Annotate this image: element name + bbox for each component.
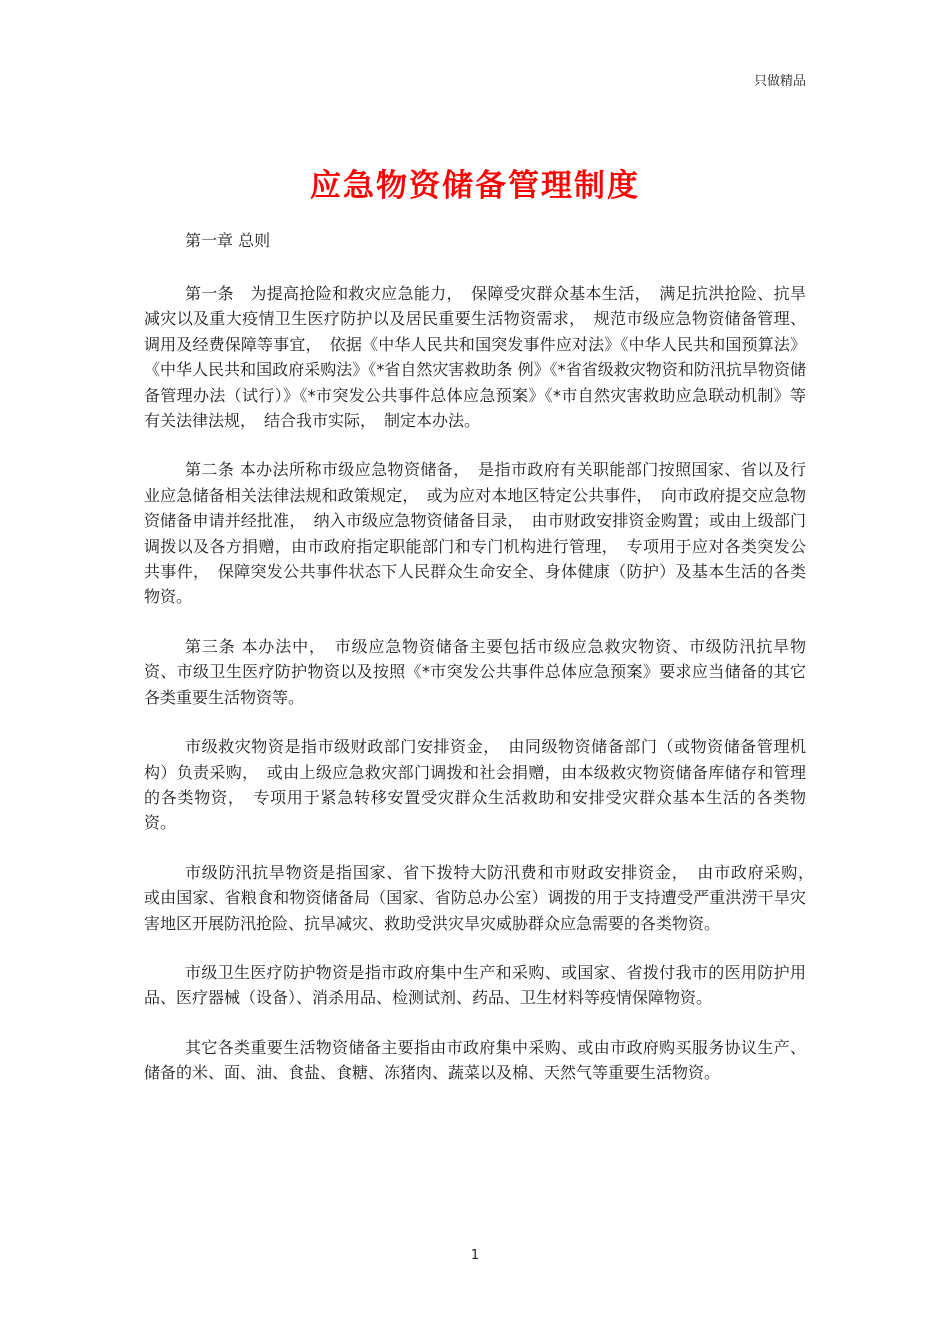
header-note: 只做精品 (753, 74, 806, 89)
paragraph-relief-supplies: 市级救灾物资是指市级财政部门安排资金， 由同级物资储备部门（或物资储备管理机构）负责采购， 或由上级应急救灾部门调拨和社会捐赠，由本级救灾物资储备库储存和管理的各类物资， 专项用于紧急转移安置受灾群众生活救助和安排受灾群众基本生活的各类物资。 (144, 737, 806, 833)
paragraph-article-1: 第一条 为提高抢险和救灾应急能力， 保障受灾群众基本生活， 满足抗洪抢险、抗旱减灾以及重大疫情卫生医疗防护以及居民重要生活物资需求， 规范市级应急物资储备管理、调用及经费保障等事宜， 依据《中华人民共和国突发事件应对法》《中华人民共和国预算法》《中华人民共和国政府采购法》《*省自然灾害救助条 例》《*省省级救灾物资和防汛抗旱物资储备管理办法（试行）》《*市突发公共事件总体应急预案》《*市自然灾害救助应急联动机制》等有关法律法规， 结合我市实际， 制定本办法。 (144, 284, 806, 431)
document-body (144, 228, 823, 1110)
paragraph-article-3: 第三条 本办法中， 市级应急物资储备主要包括市级应急救灾物资、市级防汛抗旱物资、市级卫生医疗防护物资以及按照《*市突发公共事件总体应急预案》要求应当储备的其它各类重要生活物资等。 (144, 636, 806, 707)
page-number: 1 (470, 1248, 480, 1263)
paragraph-flood-drought-supplies: 市级防汛抗旱物资是指国家、省下拨特大防汛费和市财政安排资金， 由市政府采购， 或由国家、省粮食和物资储备局（国家、省防总办公室）调拨的用于支持遭受严重洪涝干旱灾害地区开展防汛抢险、抗旱减灾、救助受洪灾旱灾威胁群众应急需要的各类物资。 (144, 862, 823, 933)
document-title: 应急物资储备管理制度 (310, 168, 640, 204)
paragraph-medical-supplies: 市级卫生医疗防护物资是指市政府集中生产和采购、或国家、省拨付我市的医用防护用品、医疗器械（设备）、消杀用品、检测试剂、药品、卫生材料等疫情保障物资。 (144, 962, 806, 1008)
chapter-heading: 第一章 总则 (185, 231, 271, 250)
paragraph-living-supplies: 其它各类重要生活物资储备主要指由市政府集中采购、或由市政府购买服务协议生产、储备的米、面、油、食盐、食糖、冻猪肉、蔬菜以及棉、天然气等重要生活物资。 (144, 1037, 806, 1083)
paragraph-article-2: 第二条 本办法所称市级应急物资储备， 是指市政府有关职能部门按照国家、省以及行业应急储备相关法律法规和政策规定， 或为应对本地区特定公共事件， 向市政府提交应急物资储备申请并经批准， 纳入市级应急物资储备目录， 由市财政安排资金购置；或由上级部门调拨以及各方捐赠，由市政府指定职能部门和专门机构进行管理， 专项用于应对各类突发公共事件， 保障突发公共事件状态下人民群众生命安全、身体健康（防护）及基本生活的各类物资。 (144, 460, 806, 607)
